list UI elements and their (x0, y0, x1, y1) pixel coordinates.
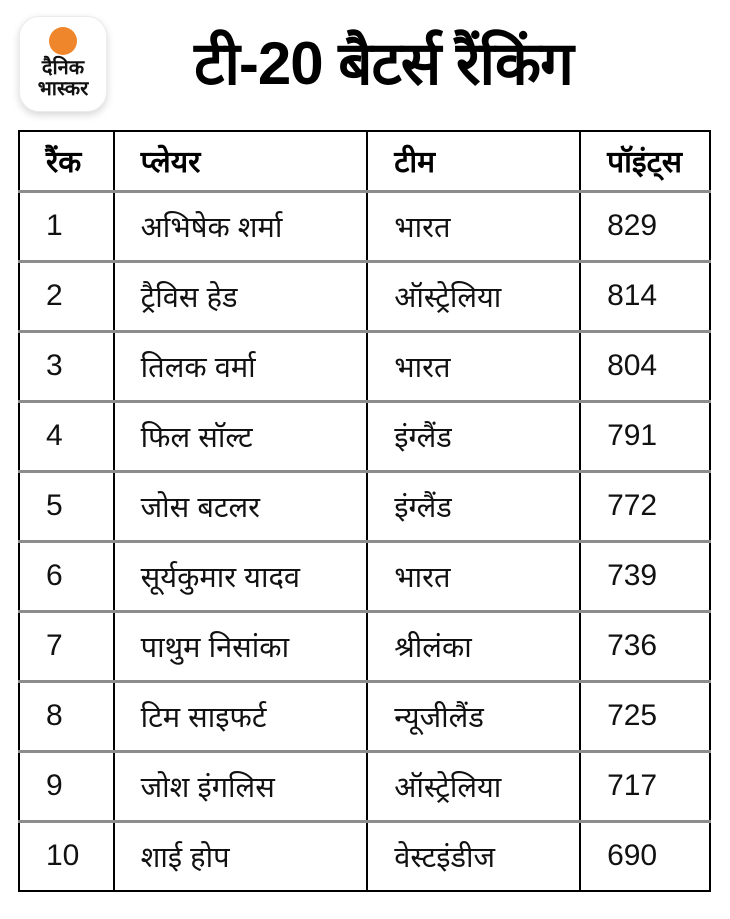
table-row (19, 401, 710, 471)
rank-cell: 10 (46, 839, 80, 873)
points-cell: 736 (580, 611, 710, 681)
team-cell: भारत (367, 331, 580, 401)
rank-cell: 4 (46, 419, 63, 452)
points-column-header: पॉइंट्स (580, 131, 710, 191)
player-cell: पाथुम निसांका (114, 611, 368, 681)
player-cell: जोस बटलर (114, 471, 368, 541)
table-body (19, 191, 710, 891)
team-cell: इंग्लैंड (367, 471, 580, 541)
page-title: टी-20 बैटर्स रैंकिंग (194, 30, 573, 97)
table-row (19, 751, 710, 821)
table-row (19, 331, 710, 401)
points-cell: 829 (580, 191, 710, 261)
points-cell: 791 (580, 401, 710, 471)
rank-cell: 5 (46, 489, 63, 522)
rank-column-header: रैंक (46, 146, 82, 180)
table-row (19, 191, 710, 261)
player-column-header: प्लेयर (114, 131, 368, 191)
ranking-table (18, 130, 711, 892)
dainik-bhaskar-logo (19, 16, 107, 112)
rank-cell: 2 (46, 279, 63, 312)
player-cell: टिम साइफर्ट (114, 681, 368, 751)
team-cell: वेस्टइंडीज (367, 821, 580, 891)
points-cell: 690 (580, 821, 710, 891)
table-row (19, 611, 710, 681)
logo-sun-icon (49, 27, 77, 55)
logo-text-line2: भास्कर (37, 78, 89, 100)
player-cell: सूर्यकुमार यादव (114, 541, 368, 611)
table-header (19, 131, 710, 191)
points-cell: 725 (580, 681, 710, 751)
header-row (19, 131, 710, 191)
player-cell: जोश इंगलिस (114, 751, 368, 821)
points-cell: 739 (580, 541, 710, 611)
rank-cell: 6 (46, 559, 63, 592)
team-cell: श्रीलंका (367, 611, 580, 681)
table-wrap (18, 130, 712, 892)
table-row (19, 681, 710, 751)
table-row (19, 471, 710, 541)
team-cell: भारत (367, 541, 580, 611)
title-wrap (107, 30, 712, 97)
player-cell: तिलक वर्मा (114, 331, 368, 401)
team-cell: ऑस्ट्रेलिया (367, 261, 580, 331)
rank-cell: 8 (46, 699, 63, 732)
rank-cell: 7 (46, 629, 63, 662)
table-row (19, 541, 710, 611)
team-cell: न्यूजीलैंड (367, 681, 580, 751)
table-row (19, 821, 710, 891)
team-cell: भारत (367, 191, 580, 261)
player-cell: ट्रैविस हेड (114, 261, 368, 331)
player-cell: शाई होप (114, 821, 368, 891)
player-cell: फिल सॉल्ट (114, 401, 368, 471)
team-cell: इंग्लैंड (367, 401, 580, 471)
points-cell: 717 (580, 751, 710, 821)
points-cell: 814 (580, 261, 710, 331)
header (0, 0, 730, 116)
table-row (19, 261, 710, 331)
team-column-header: टीम (367, 131, 580, 191)
team-cell: ऑस्ट्रेलिया (367, 751, 580, 821)
rank-cell: 9 (46, 769, 63, 802)
rank-cell: 1 (46, 209, 63, 242)
rank-cell: 3 (46, 349, 63, 382)
player-cell: अभिषेक शर्मा (114, 191, 368, 261)
logo-text-line1: दैनिक (41, 57, 85, 79)
points-cell: 804 (580, 331, 710, 401)
points-cell: 772 (580, 471, 710, 541)
